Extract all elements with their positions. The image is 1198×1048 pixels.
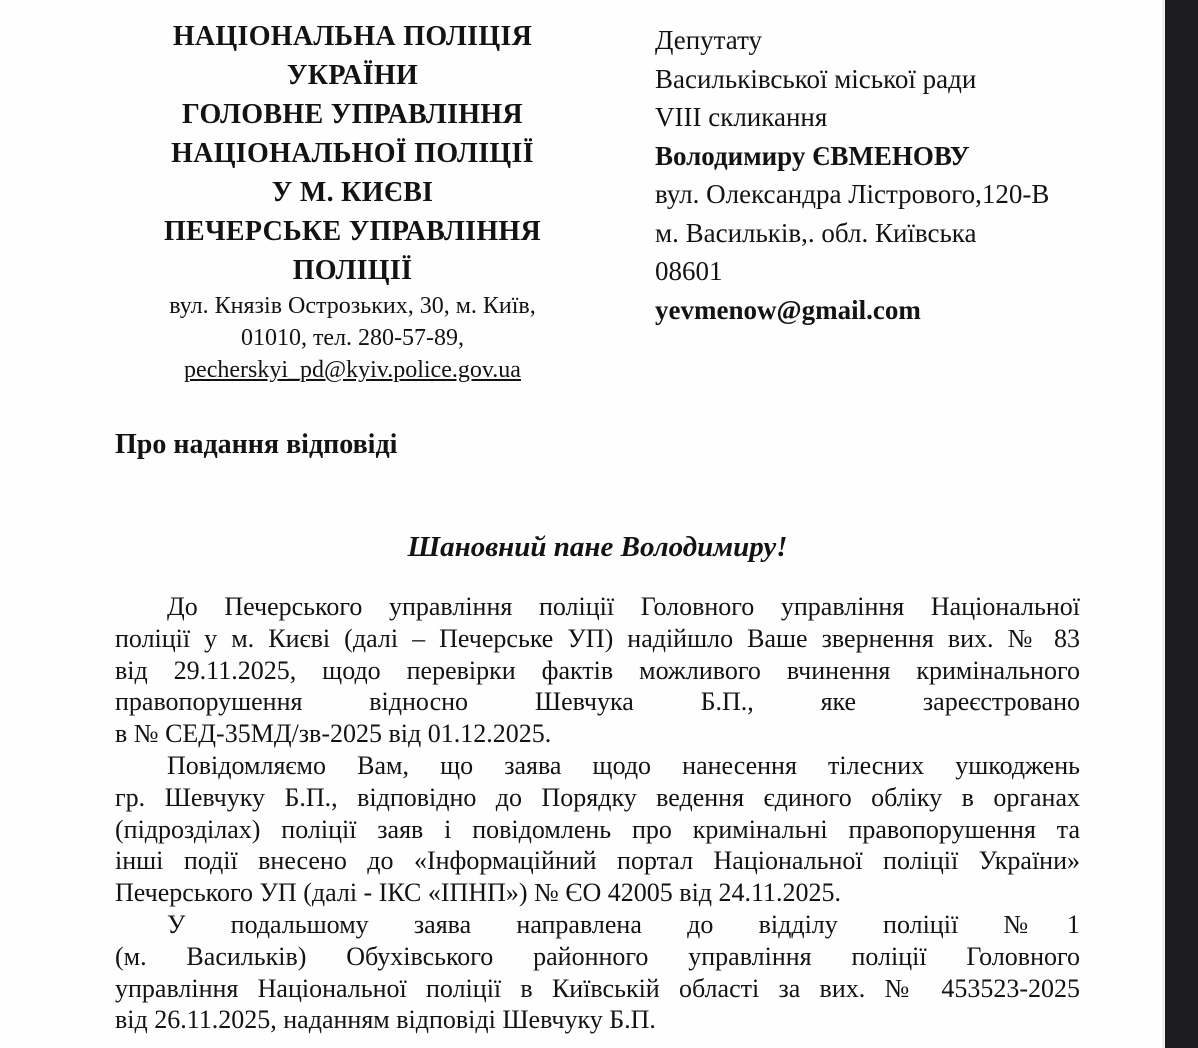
body-line: від 26.11.2025, наданням відповіді Шевчуку Б.П. [115, 1005, 656, 1035]
body-line: Печерського УП (далі - ІКС «ІПНП») № ЄО 42005 від 24.11.2025. [115, 878, 842, 908]
sender-org-line: ПОЛІЦІЇ [292, 255, 413, 286]
body-line: До Печерського управління поліції Головного управління Національної [167, 592, 1080, 621]
sender-org-line: У М. КИЄВІ [271, 177, 434, 208]
recipient-street: вул. Олександра Лістрового,120-В [655, 179, 1050, 209]
letter-body [115, 591, 1080, 1036]
sender-org-line: ПЕЧЕРСЬКЕ УПРАВЛІННЯ [163, 216, 542, 247]
body-line: (підрозділах) поліції заяв і повідомлень про кримінальні правопорушення та [115, 814, 1080, 844]
body-line: гр. Шевчуку Б.П., відповідно до Порядку ведення єдиного обліку в органах [115, 782, 1080, 812]
recipient-name: Володимиру ЄВМЕНОВУ [655, 140, 970, 171]
recipient-title: Депутату [655, 25, 763, 55]
sender-org-line: УКРАЇНИ [286, 60, 419, 91]
recipient-council: Васильківської міської ради [655, 63, 977, 94]
body-line: Повідомляємо Вам, що заява щодо нанесення тілесних ушкоджень [167, 750, 1080, 780]
sender-org-line: ГОЛОВНЕ УПРАВЛІННЯ [182, 99, 523, 130]
body-line: У подальшому заява направлена до відділу поліції №1 [167, 909, 1080, 939]
body-line: поліції у м. Києві (далі – Печерське УП) надійшло Ваше звернення вих. № 83 [115, 623, 1080, 653]
recipient-convocation: VIII скликання [655, 102, 828, 132]
body-line: правопорушення відносно Шевчука Б.П., яке зареєстровано [115, 687, 1080, 717]
body-line: від 29.11.2025, щодо перевірки фактів можливого вчинення кримінального [115, 655, 1080, 685]
subject-line: Про надання відповіді [115, 429, 398, 460]
salutation: Шановний пане Володимиру! [407, 531, 788, 563]
dark-background-strip [1162, 0, 1198, 1048]
sender-address-line: 01010, тел. 280-57-89, [240, 325, 465, 351]
body-line: (м. Васильків) Обухівського районного управління поліції Головного [115, 941, 1080, 971]
body-line: в № СЕД-35МД/зв-2025 від 01.12.2025. [115, 719, 552, 749]
body-line: управління Національної поліції в Київській області за вих. № 453523-2025 [115, 973, 1080, 1003]
recipient-block [655, 21, 1125, 329]
recipient-email: yevmenow@gmail.com [655, 294, 921, 325]
body-line: інші події внесено до «Інформаційний портал Національної поліції України» [115, 846, 1080, 876]
sender-email-link[interactable]: pecherskyi_pd@kyiv.police.gov.ua [184, 357, 521, 383]
sender-letterhead [105, 17, 600, 386]
sender-org-line: НАЦІОНАЛЬНА ПОЛІЦІЯ [172, 21, 533, 52]
recipient-postal-code: 08601 [655, 256, 723, 286]
recipient-city: м. Васильків,. обл. Київська [655, 217, 977, 248]
sender-org-line: НАЦІОНАЛЬНОЇ ПОЛІЦІЇ [171, 138, 534, 169]
sender-address-line: вул. Князів Острозьких, 30, м. Київ, [169, 293, 536, 319]
